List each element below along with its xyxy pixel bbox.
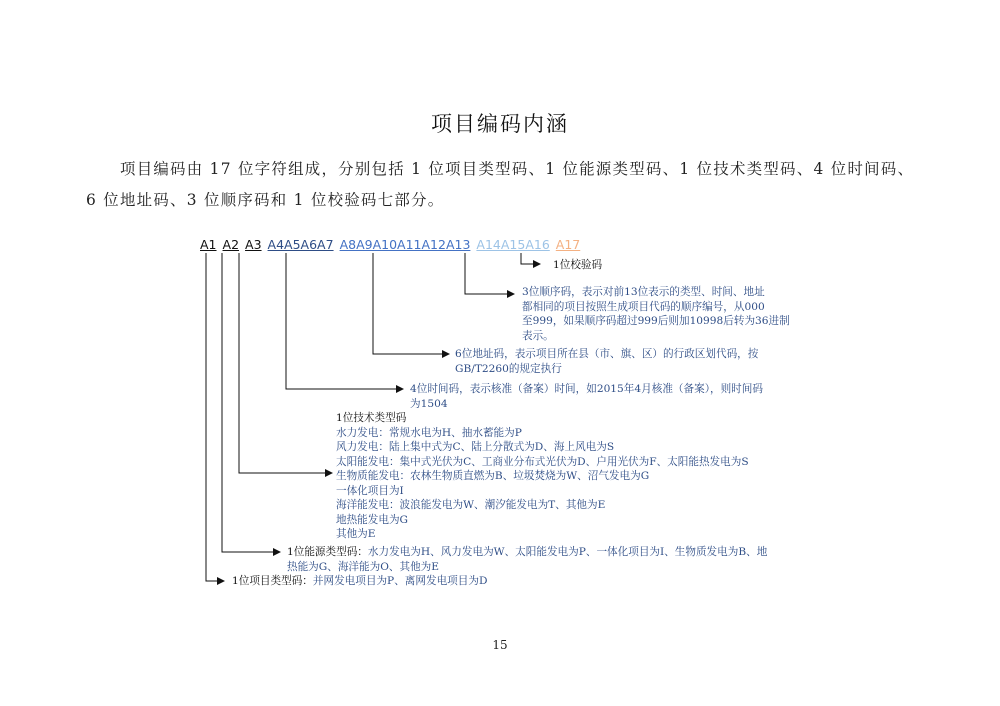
connector-time (286, 253, 403, 389)
connector-energy (222, 253, 280, 552)
connector-sequence (465, 253, 514, 294)
code-segment-sequence: A14A15A16 (476, 237, 550, 252)
paragraph-line-1: 项目编码由 17 位字符组成，分别包括 1 位项目类型码、1 位能源类型码、1 位技术类型码、4 位时间码、 (120, 160, 915, 178)
code-segment-time: A4A5A6A7 (267, 237, 334, 252)
note-project-code: 1位项目类型码：并网发电项目为P、离网发电项目为D (232, 575, 488, 587)
code-segment-a2: A2 (222, 237, 240, 252)
connector-address (373, 253, 449, 354)
note-energy-code: 1位能源类型码：水力发电为H、风力发电为W、太阳能发电为P、一体化项目为I、生物质发电为B、地 热能为G、海洋能为O、其他为E (287, 546, 768, 573)
page-title: 项目编码内涵 (431, 112, 569, 136)
paragraph-line-2: 6 位地址码、3 位顺序码和 1 位校验码七部分。 (86, 191, 445, 209)
connector-check (521, 253, 540, 264)
note-time-code: 4位时间码，表示核准（备案）时间，如2015年4月核准（备案），则时间码 为1504 (410, 383, 763, 410)
note-tech-code: 1位技术类型码 水力发电：常规水电为H、抽水蓄能为P 风力发电：陆上集中式为C、陆上分散式为D、海上风电为S 太阳能发电：集中式光伏为C、工商业分布式光伏为D、户用光伏为F、太阳能热发电为S 生物质能发电：农林生物质直燃为B、垃圾焚烧为W、沼气发电为G 一体化项目为I 海洋能发电：波浪能发电为W、潮汐能发电为T、其他为E 地热能发电为G 其他为E (336, 412, 749, 540)
note-sequence-code: 3位顺序码，表示对前13位表示的类型、时间、地址 都相同的项目按照生成项目代码的顺序编号，从000 至999，如果顺序码超过999后则加10998后转为36进制 表示。 (522, 286, 790, 342)
code-segment-address: A8A9A10A11A12A13 (339, 237, 471, 252)
code-segment-a1: A1 (200, 237, 217, 252)
code-segment-check: A17 (555, 237, 581, 252)
page-number: 15 (492, 638, 508, 652)
connector-project (206, 253, 224, 581)
code-segment-a3: A3 (245, 237, 262, 252)
note-address-code: 6位地址码，表示项目所在县（市、旗、区）的行政区划代码，按 GB/T2260的规定执行 (455, 348, 759, 375)
note-check-code: 1位校验码 (553, 259, 603, 271)
